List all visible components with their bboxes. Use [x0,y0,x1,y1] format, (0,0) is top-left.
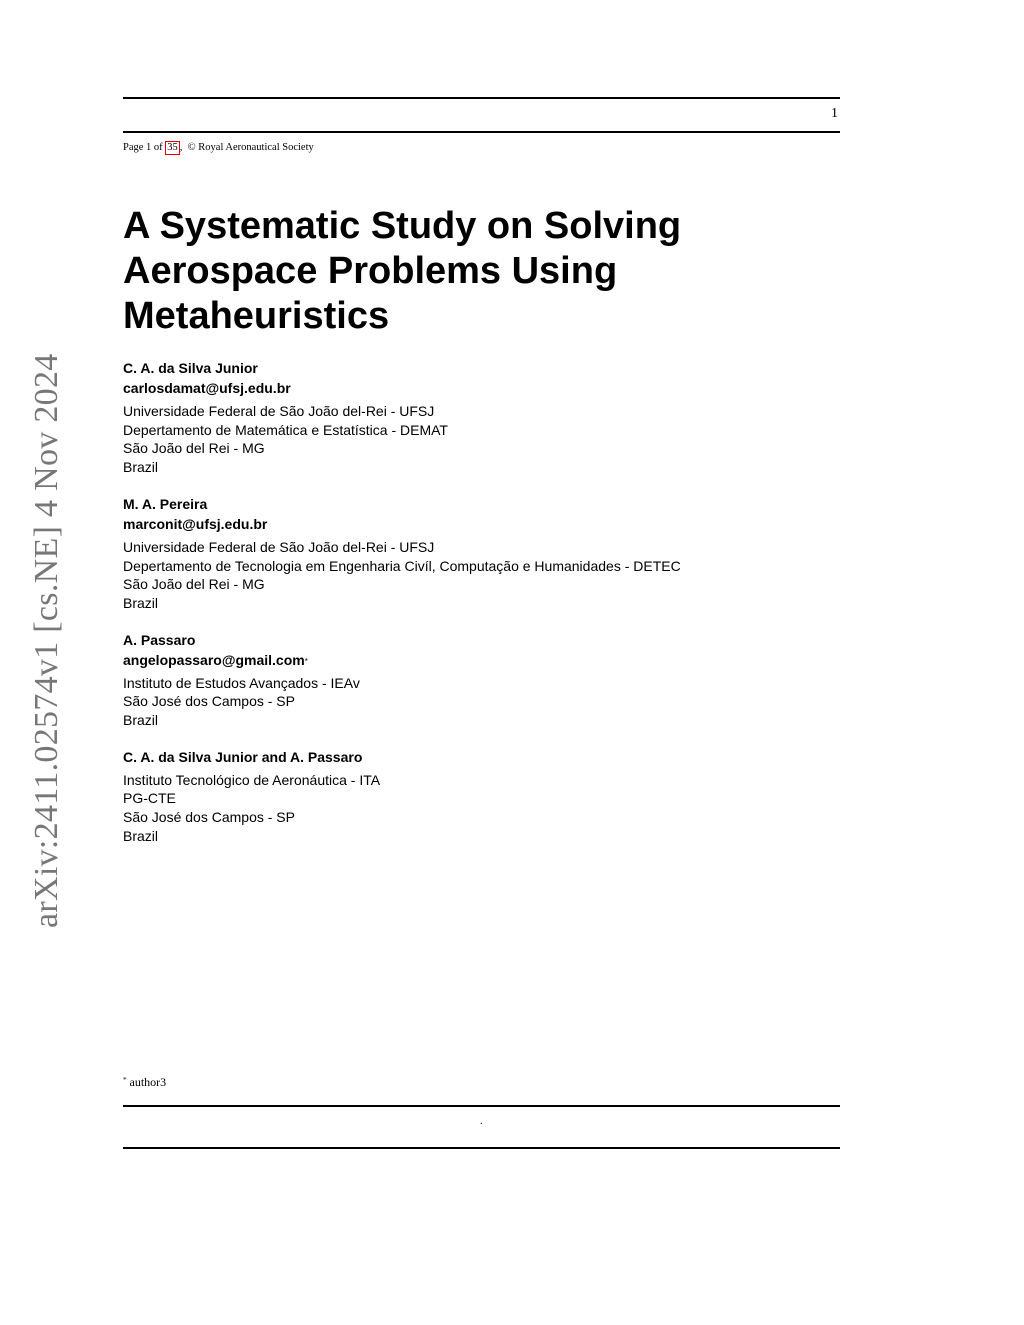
affiliation [123,771,823,846]
affiliation-line: Depertamento de Matemática e Estatística - DEMAT [123,421,448,438]
footer-bottom-rule [123,1147,840,1149]
affiliation-line: Brazil [123,594,159,611]
affiliation-line: Universidade Federal de São João del-Rei - UFSJ [123,538,435,555]
affiliation-line: São João del Rei - MG [123,576,265,593]
footnote [123,1075,166,1090]
author-block [123,747,823,846]
author-name: A. Passaro [123,631,196,648]
affiliation [123,674,823,730]
author-email[interactable]: marconit@ufsj.edu.br [123,515,268,532]
page-number: 1 [831,106,838,121]
society-text: © Royal Aeronautical Society [187,142,314,153]
affiliation [123,538,823,613]
affiliation-line: Instituto Tecnológico de Aeronáutica - ITA [123,771,381,788]
author-name: C. A. da Silva Junior [123,360,258,376]
header-bottom-rule [123,131,840,133]
affiliation-line: PG-CTE [123,790,176,807]
affiliation [123,402,823,477]
header-top-rule [123,97,840,99]
author-email[interactable]: carlosdamat@ufsj.edu.br [123,380,291,396]
author-email-line [123,650,823,670]
footnote-marker: * [123,1076,127,1084]
affiliation-line: Instituto de Estudos Avançados - IEAv [123,674,360,691]
paper-title: A Systematic Study on Solving Aerospace Problems Using Metaheuristics [123,205,682,337]
footer-top-rule [123,1105,840,1107]
affiliation-line: São José dos Campos - SP [123,693,295,710]
affiliation-line: Depertamento de Tecnologia em Engenharia Civíl, Computação e Humanidades - DETEC [123,557,681,574]
arxiv-stamp: arXiv:2411.02574v1 [cs.NE] 4 Nov 2024 [28,353,65,928]
affiliation-line: São João del Rei - MG [123,440,265,457]
author-block [123,630,823,730]
author-block [123,358,823,477]
affiliation-line: São José dos Campos - SP [123,809,295,826]
affiliation-line: Brazil [123,712,159,729]
affiliation-line: Brazil [123,459,159,476]
author-name: M. A. Pereira [123,495,208,512]
total-pages-link[interactable]: 35 [167,142,178,153]
author-name: C. A. da Silva Junior and A. Passaro [123,748,363,765]
affiliation-line: Brazil [123,827,159,844]
running-header: Page 1 of 35 , © Royal Aeronautical Society [123,142,314,153]
footer-mark: . [480,1116,483,1127]
page-prefix: Page 1 of [123,142,163,153]
affiliation-line: Universidade Federal de São João del-Rei - UFSJ [123,403,435,419]
footnote-text: author3 [126,1075,167,1089]
author-email[interactable]: angelopassaro@gmail.com [123,651,305,668]
author-block [123,494,823,613]
footnote-marker[interactable]: * [304,656,308,666]
author-list [123,358,823,863]
